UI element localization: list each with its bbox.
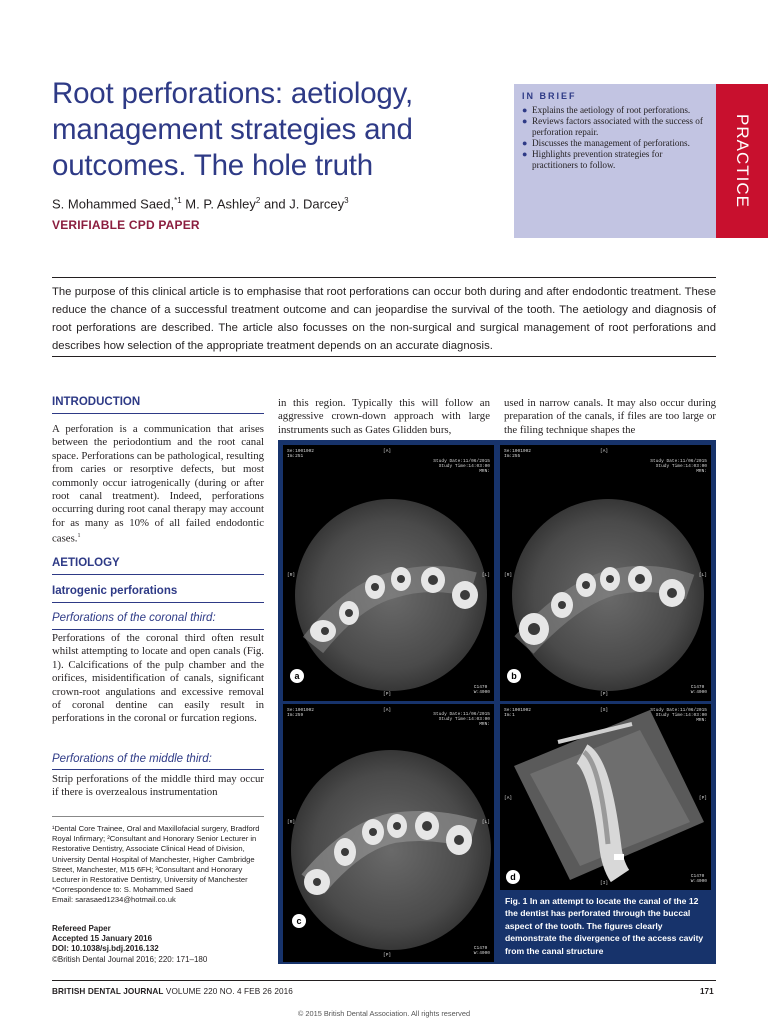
iatrogenic-heading: Iatrogenic perforations: [52, 585, 178, 597]
panel-label-b: b: [507, 669, 521, 683]
footer-rule: [52, 980, 716, 981]
figure-panel-c: [283, 704, 494, 962]
in-brief-item: [522, 105, 708, 116]
orient-top: [A]: [383, 449, 392, 454]
copyright-notice: © 2015 British Dental Association. All rights reserved: [297, 1009, 471, 1018]
in-brief-title: IN BRIEF: [522, 91, 577, 101]
panel-label-c: c: [292, 914, 306, 928]
figure-panel-d: [500, 704, 711, 890]
scan-meta-right: Study Date:11/06/2015 Study Time:14:03:00 MRN:: [433, 459, 490, 475]
orient-right: [L]: [481, 820, 490, 825]
aetiology-rule: [52, 574, 264, 575]
scan-meta-left: Se:1001002 Im:1: [504, 708, 532, 719]
coronal-heading: Perforations of the coronal third:: [52, 612, 216, 624]
scan-meta-right: Study Date:11/06/2015 Study Time:14:03:00 MRN:: [650, 459, 707, 475]
ct-scan-axial-c: [283, 704, 494, 962]
citation: ©British Dental Journal 2016; 220: 171–180: [52, 954, 208, 964]
scan-meta-left: Se:1001002 Im:251: [287, 449, 315, 460]
in-brief-item-text: Discusses the management of perforations.: [532, 138, 690, 148]
in-brief-box: [514, 84, 716, 238]
orient-right: [L]: [481, 573, 490, 578]
orient-bottom: [P]: [383, 952, 392, 958]
doi: DOI: 10.1038/sj.bdj.2016.132: [52, 944, 159, 954]
author-1-affil: *1: [174, 196, 182, 205]
orient-top: [S]: [600, 708, 609, 713]
orient-left: [R]: [287, 820, 296, 825]
orient-left: [R]: [504, 573, 513, 578]
issue-info: VOLUME 220 NO. 4 FEB 26 2016: [163, 987, 293, 996]
bullet-icon: ●: [522, 138, 528, 148]
bullet-icon: ●: [522, 116, 528, 126]
orient-right: [L]: [698, 573, 707, 578]
iatrogenic-rule: [52, 602, 264, 603]
ct-scan-axial-a: [283, 445, 494, 701]
author-list: [52, 196, 349, 211]
affiliations: ¹Dental Core Trainee, Oral and Maxillofacial surgery, Bradford Royal Infirmary; ²Consultant and Honorary Senior Lecturer in Restorative Dentistry, Associate Clinical Head of Division, University Dental Hospital of Manchester, Higher Cambridge Street, Manchester, M15 6FH; ³Consultant and Honorary Lecturer in Restorative Dentistry, University of Manchester *Correspondence to: S. Mohammed Saed Email: sarasaed1234@hotmail.co.uk: [52, 824, 260, 905]
orient-left: [A]: [504, 796, 513, 801]
orient-bottom: [P]: [383, 691, 392, 697]
page-number: 171: [700, 987, 714, 996]
scan-meta-right: Study Date:11/06/2015 Study Time:14:03:00 MRN:: [433, 712, 490, 728]
orient-top: [A]: [600, 449, 609, 454]
in-brief-item: [522, 116, 708, 138]
author-3: and J. Darcey: [260, 196, 345, 212]
figure-1: [278, 440, 716, 964]
introduction-body: A perforation is a communication that arises between the periodontium and the root canal space. Perforations can be pathological, resulting from caries or resorptive defects, but most commonly occur iatrogenically (during or after root canal treatment). Indeed, perforations occurring during root canal therapy may account for as many as 10% of all failed endodontic cases.: [52, 423, 264, 545]
coronal-text: Perforations of the coronal third often result whilst attempting to locate and open canals (Fig. 1). Calcifications of the pulp chamber and the orifices, misidentification of canals, significant crown-root angulations and excessive removal of coronal dentine can easily result in perforations in the coronal or furcation regions.: [52, 632, 264, 725]
refereed-block: [52, 924, 264, 965]
scan-meta-left: Se:1001002 Im:259: [287, 708, 315, 719]
orient-top: [A]: [383, 708, 392, 713]
scan-code: C1470 W:4000: [690, 873, 707, 884]
in-brief-item: [522, 149, 708, 171]
introduction-rule: [52, 413, 264, 414]
introduction-text: [52, 423, 264, 546]
in-brief-item-text: Reviews factors associated with the success of perforation repair.: [532, 116, 703, 137]
figure-caption-text: In an attempt to locate the canal of the 12 the dentist has perforated through the buccal aspect of the tooth. The figures clearly demonstrate the divergence of the access cavity from the canal structure: [505, 896, 704, 956]
scan-meta-right: Study Date:11/06/2015 Study Time:14:03:00 MRN:: [650, 708, 707, 724]
author-2: M. P. Ashley: [181, 196, 256, 212]
orient-right: [P]: [698, 796, 707, 801]
scan-code: C1470 W:4000: [473, 684, 490, 695]
footer-journal-info: [52, 987, 293, 996]
figure-panel-a: [283, 445, 494, 701]
column3-text: used in narrow canals. It may also occur during preparation of the canals, if files are too large or the filing technique shapes the: [504, 397, 716, 436]
figure-caption: [505, 895, 707, 957]
bullet-icon: ●: [522, 149, 528, 159]
accepted-date: Accepted 15 January 2016: [52, 934, 153, 944]
figure-caption-label: Fig. 1: [505, 896, 528, 906]
middle-text: Strip perforations of the middle third may occur if there is overzealous instrumentation: [52, 773, 264, 799]
panel-label-a: a: [290, 669, 304, 683]
scan-code: C1470 W:4000: [690, 684, 707, 695]
abstract-bottom-rule: [52, 356, 716, 357]
in-brief-list: [522, 105, 708, 171]
panel-label-d: d: [506, 870, 520, 884]
cpd-label: VERIFIABLE CPD PAPER: [52, 218, 200, 232]
in-brief-item-text: Highlights prevention strategies for practitioners to follow.: [532, 149, 663, 170]
author-1: S. Mohammed Saed,: [52, 196, 175, 212]
introduction-ref: 1: [77, 533, 81, 540]
in-brief-item: [522, 138, 708, 149]
scan-meta-left: Se:1001002 Im:255: [504, 449, 532, 460]
introduction-heading: INTRODUCTION: [52, 396, 141, 408]
figure-panel-b: [500, 445, 711, 701]
orient-left: [R]: [287, 573, 296, 578]
bullet-icon: ●: [522, 105, 528, 115]
affiliations-rule: [52, 816, 264, 817]
article-title: Root perforations: aetiology, management strategies and outcomes. The hole truth: [52, 77, 413, 182]
ct-scan-axial-b: [500, 445, 711, 701]
author-3-affil: 3: [344, 196, 349, 205]
abstract: The purpose of this clinical article is to emphasise that root perforations can occur both during and after endodontic treatment. These reduce the chance of a successful treatment outcome and can jeopardise the survival of the tooth. The aetiology and diagnosis of root perforations are described. The article also focusses on the non-surgical and surgical management of root perforations and describes how selection of the appropriate treatment depends on an accurate diagnosis.: [52, 286, 716, 352]
scan-code: C1470 W:4000: [473, 945, 490, 956]
refereed-label: Refereed Paper: [52, 924, 111, 933]
in-brief-item-text: Explains the aetiology of root perforations.: [532, 105, 691, 115]
orient-bottom: [I]: [600, 880, 609, 886]
author-2-affil: 2: [255, 196, 261, 205]
abstract-top-rule: [52, 277, 716, 278]
orient-bottom: [P]: [600, 691, 609, 697]
column2-text: in this region. Typically this will follow an aggressive crown-down approach with large instruments such as Gates Glidden burs,: [278, 397, 490, 436]
aetiology-heading: AETIOLOGY: [52, 557, 120, 569]
section-tab: [716, 84, 768, 238]
ct-scan-sagittal-d: [500, 704, 711, 890]
section-tab-label: PRACTICE: [733, 114, 752, 208]
middle-heading: Perforations of the middle third:: [52, 753, 212, 765]
coronal-rule: [52, 629, 264, 630]
journal-name: BRITISH DENTAL JOURNAL: [52, 987, 164, 996]
middle-rule: [52, 769, 264, 770]
